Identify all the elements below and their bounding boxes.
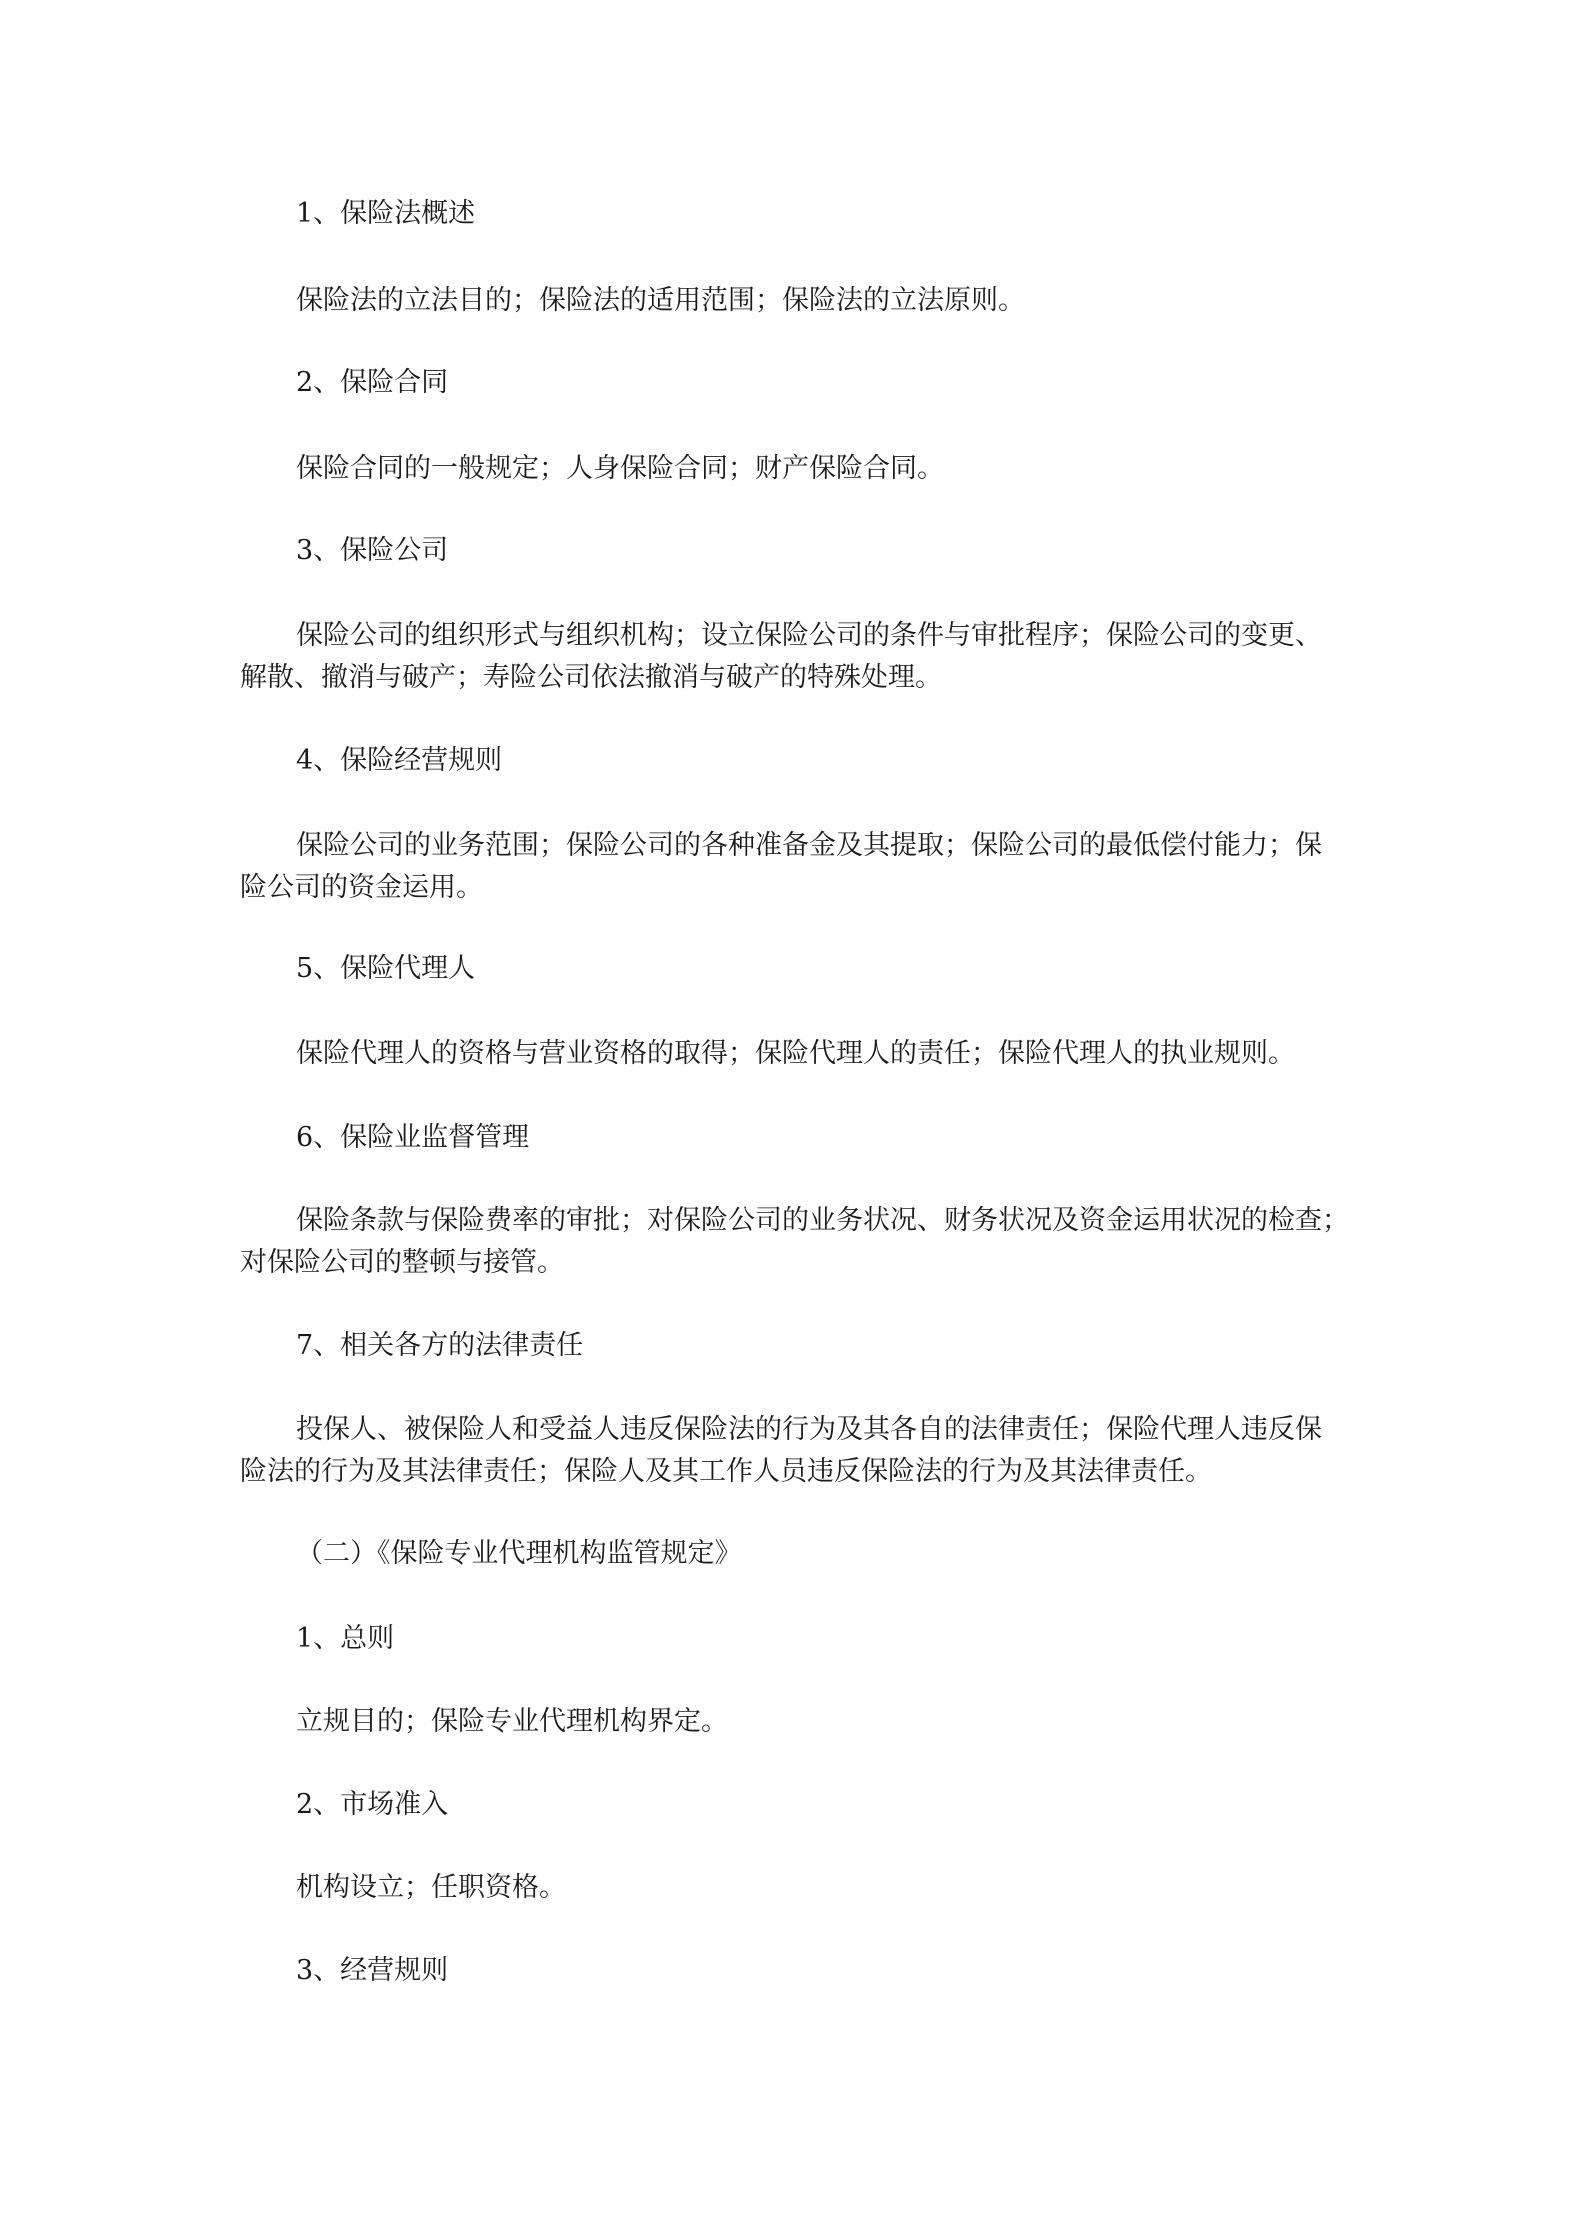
section-body-4-line-2: 险公司的资金运用。 (240, 872, 483, 903)
section-body-6-line-2: 对保险公司的整顿与接管。 (240, 1247, 564, 1278)
part-2-title: （二）《保险专业代理机构监管规定》 (296, 1538, 742, 1569)
section-body-5-line-1: 保险代理人的资格与营业资格的取得；保险代理人的责任；保险代理人的执业规则。 (296, 1038, 1295, 1069)
section-body-7-line-1: 投保人、被保险人和受益人违反保险法的行为及其各自的法律责任；保险代理人违反保 (296, 1414, 1322, 1445)
section-heading-5: 5、保险代理人 (296, 953, 476, 984)
part-2-section-heading-3: 3、经营规则 (296, 1955, 449, 1986)
section-heading-3: 3、保险公司 (296, 535, 449, 566)
section-heading-6: 6、保险业监督管理 (296, 1122, 530, 1153)
part-2-section-heading-1: 1、总则 (296, 1623, 395, 1654)
section-body-4-line-1: 保险公司的业务范围；保险公司的各种准备金及其提取；保险公司的最低偿付能力；保 (296, 830, 1322, 861)
section-body-3-line-2: 解散、撤消与破产；寿险公司依法撤消与破产的特殊处理。 (240, 662, 942, 693)
section-body-7-line-2: 险法的行为及其法律责任；保险人及其工作人员违反保险法的行为及其法律责任。 (240, 1456, 1212, 1487)
section-heading-7: 7、相关各方的法律责任 (296, 1330, 584, 1361)
section-body-1-line-1: 保险法的立法目的；保险法的适用范围；保险法的立法原则。 (296, 285, 1025, 316)
part-2-section-body-2-line-1: 机构设立；任职资格。 (296, 1872, 566, 1903)
section-body-2-line-1: 保险合同的一般规定；人身保险合同；财产保险合同。 (296, 453, 944, 484)
section-body-3-line-1: 保险公司的组织形式与组织机构；设立保险公司的条件与审批程序；保险公司的变更、 (296, 620, 1322, 651)
section-heading-2: 2、保险合同 (296, 367, 449, 398)
section-heading-1: 1、保险法概述 (296, 198, 476, 229)
section-body-6-line-1: 保险条款与保险费率的审批；对保险公司的业务状况、财务状况及资金运用状况的检查； (296, 1205, 1349, 1236)
section-heading-4: 4、保险经营规则 (296, 745, 503, 776)
part-2-section-body-1-line-1: 立规目的；保险专业代理机构界定。 (296, 1706, 728, 1737)
part-2-section-heading-2: 2、市场准入 (296, 1789, 449, 1820)
